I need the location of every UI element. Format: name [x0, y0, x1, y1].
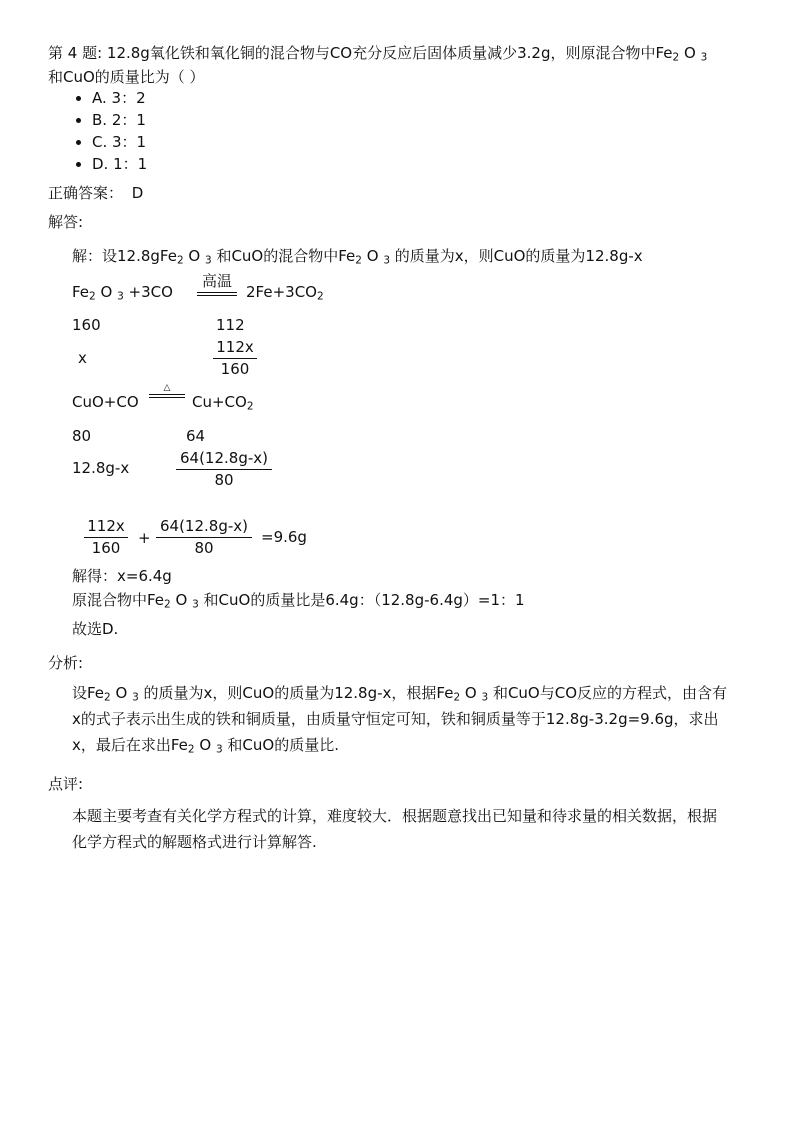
numerator: 64(12.8g-x): [179, 449, 268, 467]
text: +3CO: [123, 283, 173, 301]
subscript: 2: [104, 691, 111, 704]
plus-sign: +: [138, 529, 151, 547]
text: △: [163, 383, 171, 393]
text: 和CuO与CO反应的方程式，由含有x的式子表示出生成的铁和铜质量，由质量守恒定可知，铁和铜质量等于12.8g-3.2g=9.6g，求出x，最后在求出Fe: [72, 684, 728, 754]
choose-line: 故选D.: [72, 620, 119, 638]
equation-1-right: [246, 283, 324, 301]
subscript: 2: [246, 400, 254, 413]
text: 设Fe: [72, 684, 105, 702]
equation-2-condition: [149, 383, 185, 398]
sum-fraction-1: [84, 517, 128, 557]
solution-intro: [72, 245, 643, 266]
subscript: 2: [355, 254, 362, 267]
text: 和CuO的质量比是6.4g：（12.8g-6.4g）=1：1: [198, 591, 525, 609]
ratio-result: [72, 589, 525, 610]
solve-line: 解得：x=6.4g: [72, 567, 172, 585]
sum-fraction-2: [156, 517, 252, 557]
ratio-1-right: 112: [216, 316, 245, 334]
subscript: 2: [176, 254, 184, 267]
subscript: 3: [205, 254, 212, 267]
subscript: 2: [187, 743, 195, 756]
text: O: [460, 684, 482, 702]
subscript: 2: [672, 51, 680, 64]
ratio-4-left: 12.8g-x: [72, 459, 130, 477]
text: O: [194, 736, 216, 754]
equation-2-right: [192, 393, 254, 411]
ratio-3-right: 64: [186, 427, 206, 445]
text: O: [170, 591, 193, 609]
numerator: 64(12.8g-x): [159, 517, 248, 535]
text: 的质量为x，则CuO的质量为12.8g-x，根据Fe: [138, 684, 454, 702]
denominator: 80: [194, 539, 214, 557]
analysis-label: 分析:: [48, 654, 84, 672]
numerator: 112x: [216, 338, 254, 356]
subscript: 2: [453, 691, 461, 704]
ratio-2-left: x: [78, 349, 87, 367]
subscript: 3: [132, 691, 139, 704]
fraction-64-80: [176, 449, 272, 489]
option-a[interactable]: • A. 3：2: [92, 87, 147, 109]
denominator: 160: [220, 360, 250, 378]
text: 和CuO的混合物中Fe: [211, 247, 356, 265]
text: O: [95, 283, 118, 301]
subscript: 3: [700, 51, 708, 64]
subscript: 2: [164, 598, 171, 611]
analysis-text: [72, 680, 727, 758]
numerator: 112x: [87, 517, 125, 535]
options-list: [48, 87, 147, 175]
equation-2-left: CuO+CO: [72, 393, 139, 411]
question-line-1: [48, 42, 707, 63]
option-b[interactable]: • B. 2：1: [92, 109, 147, 131]
text: 原混合物中Fe: [72, 591, 165, 609]
subscript: 3: [383, 254, 390, 267]
equation-1-left: [72, 283, 173, 301]
comment-text: 本题主要考查有关化学方程式的计算，难度较大．根据题意找出已知量和待求量的相关数据，根据化学方程式的解题格式进行计算解答.: [72, 807, 718, 851]
formula-part: O: [679, 44, 701, 62]
sum-result: =9.6g: [261, 528, 307, 546]
option-c[interactable]: • C. 3：1: [92, 131, 147, 153]
text: O: [361, 247, 384, 265]
answer-value: D: [131, 184, 144, 202]
solution-label: 解答:: [48, 213, 84, 231]
denominator: 80: [214, 471, 234, 489]
text: 的质量为x，则CuO的质量为12.8g-x: [390, 247, 643, 265]
subscript: 3: [481, 691, 489, 704]
text: 2Fe+3CO: [246, 283, 317, 301]
fraction-bar: [176, 469, 272, 470]
fraction-112x-160: [213, 338, 257, 378]
comment-label: 点评:: [48, 775, 84, 793]
text: 解：设12.8gFe: [72, 247, 177, 265]
fraction-bar: [156, 537, 252, 538]
text: O: [110, 684, 133, 702]
question-text: 第 4 题: 12.8g氧化铁和氧化铜的混合物与CO充分反应后固体质量减少3.2g，则原混合物中Fe: [48, 44, 673, 62]
fraction-bar: [213, 358, 257, 359]
question-line-2: 和CuO的质量比为（ ）: [48, 68, 205, 86]
answer-label: 正确答案：: [48, 184, 124, 202]
text: 和CuO的质量比.: [222, 736, 339, 754]
text: Cu+CO: [192, 393, 247, 411]
subscript: 2: [316, 290, 324, 303]
ratio-1-left: 160: [72, 316, 101, 334]
subscript: 3: [117, 290, 124, 303]
option-d[interactable]: • D. 1：1: [92, 153, 147, 175]
subscript: 2: [89, 290, 96, 303]
text: O: [183, 247, 205, 265]
text: 高温: [201, 272, 232, 290]
subscript: 3: [192, 598, 199, 611]
denominator: 160: [91, 539, 121, 557]
ratio-3-left: 80: [72, 427, 92, 445]
equation-1-condition: [197, 270, 237, 296]
correct-answer: [48, 182, 143, 203]
fraction-bar: [84, 537, 128, 538]
subscript: 3: [215, 743, 223, 756]
text: Fe: [72, 283, 90, 301]
